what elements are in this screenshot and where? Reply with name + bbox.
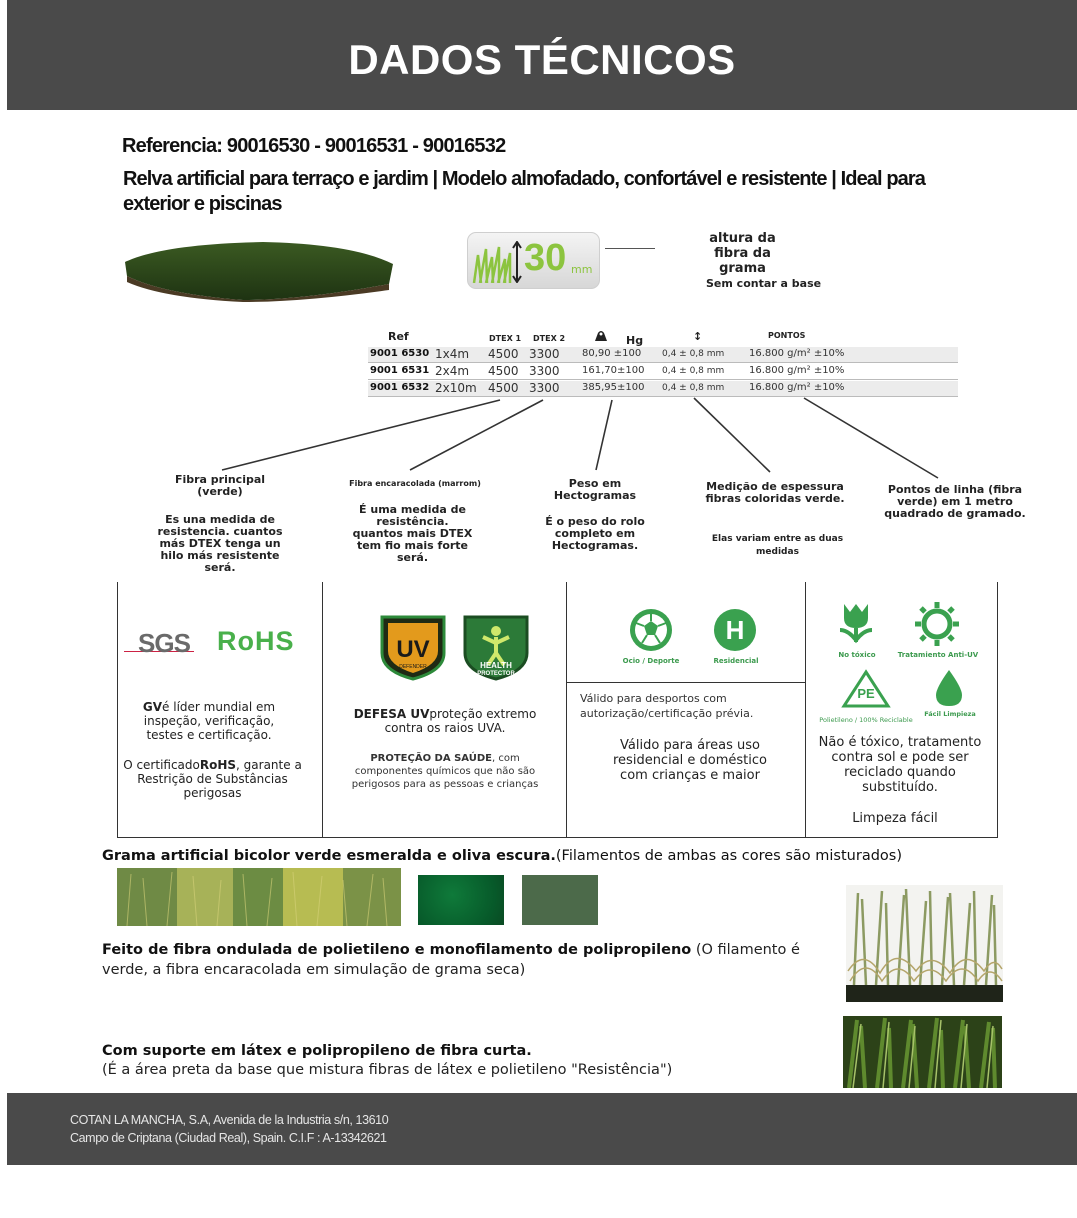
- clean-text: Limpeza fácil: [852, 811, 938, 826]
- height-badge: [467, 232, 600, 289]
- row-points: 16.800 g/m² ±10%: [749, 382, 845, 393]
- rohs-text-bold: RoHS: [199, 758, 237, 772]
- row-weight: 385,95±100: [582, 382, 645, 393]
- sun-gear-icon: [908, 600, 966, 648]
- row-ref: 9001 6532: [370, 382, 430, 393]
- table-row: [368, 381, 958, 397]
- callout-peso-title: Peso em Hectogramas: [553, 477, 637, 502]
- grid-divider: [997, 582, 998, 838]
- callout-fibra-principal-body: Es una medida de resistencia. cuantos más DTEX tenga un hilo más resistente será.: [157, 513, 283, 574]
- height-note: Sem contar a base: [706, 277, 822, 290]
- rohs-description: [120, 758, 305, 800]
- eco-text: Não é tóxico, tratamento contra sol e pode ser reciclado quando substituído.: [818, 735, 982, 795]
- grid-divider: [566, 582, 567, 838]
- ocio-label: Ocio / Deporte: [622, 657, 680, 665]
- nontoxic-label: No tóxico: [838, 651, 876, 659]
- fiber-description: [102, 940, 822, 980]
- rohs-text-pre: O certificado: [123, 758, 200, 772]
- health-protector-badge-icon: [461, 613, 531, 681]
- olive-color-swatch: [522, 875, 598, 925]
- fiber-rest: (O filamento é verde, a fibra encaracolada em simulação de grama seca): [102, 942, 800, 978]
- header-banner: [7, 0, 1077, 110]
- backing-description: [102, 1042, 822, 1080]
- grid-divider: [805, 582, 806, 838]
- gv-description: [124, 700, 294, 742]
- recycle-pe-icon: [836, 668, 896, 712]
- row-thickness: 0,4 ± 0,8 mm: [662, 366, 725, 376]
- turf-sample-image: [123, 238, 395, 302]
- row-dtex2: 3300: [529, 364, 560, 378]
- gv-text: é líder mundial em inspeção, verificação, testes e certificação.: [143, 700, 276, 742]
- header-ref: Ref: [388, 330, 409, 343]
- row-thickness: 0,4 ± 0,8 mm: [662, 383, 725, 393]
- backing-bold: Com suporte em látex e polipropileno de fibra curta.: [102, 1043, 532, 1059]
- backing-closeup-image: [843, 1016, 1002, 1088]
- row-weight: 80,90 ±100: [582, 348, 642, 359]
- row-dtex2: 3300: [529, 381, 560, 395]
- callout-medicao-title: Medição de espessura fibras coloridas verde.: [705, 480, 845, 505]
- clean-label: Fácil Limpieza: [924, 710, 976, 718]
- uv-badge-text: UV: [396, 636, 430, 663]
- footer-address-line1: COTAN LA MANCHA, S.A, Avenida de la Industria s/n, 13610: [70, 1113, 389, 1127]
- health-text: , com componentes químicos que não são perigosos para as pessoas e crianças: [351, 753, 539, 790]
- antiuv-label: Tratamiento Anti-UV: [897, 651, 979, 659]
- row-dtex1: 4500: [488, 364, 519, 378]
- bicolor-turf-image: [117, 868, 401, 926]
- height-label: altura da fibra da grama: [709, 231, 776, 276]
- desportos-text: Válido para desportos com autorização/certificação prévia.: [580, 692, 754, 720]
- residencial-label: Residencial: [713, 657, 759, 665]
- height-arrow-icon: [512, 241, 522, 283]
- row-points: 16.800 g/m² ±10%: [749, 365, 845, 376]
- callout-pontos-title: Pontos de linha (fibra verde) em 1 metro quadrado de gramado.: [884, 483, 1026, 520]
- grass-icon: [472, 245, 512, 283]
- health-description: [345, 752, 545, 791]
- row-thickness: 0,4 ± 0,8 mm: [662, 349, 725, 359]
- fiber-bold: Feito de fibra ondulada de polietileno e monofilamento de polipropileno: [102, 942, 692, 958]
- footer-address-line2: Campo de Criptana (Ciudad Real), Spain. C.I.F : A-13342621: [70, 1131, 387, 1145]
- backing-rest: (É a área preta da base que mistura fibras de látex e polietileno "Resistência"): [102, 1062, 673, 1078]
- row-ref: 9001 6531: [370, 365, 430, 376]
- page-title: DADOS TÉCNICOS: [348, 36, 736, 83]
- header-dtex2: DTEX 2: [533, 334, 566, 343]
- row-dtex2: 3300: [529, 347, 560, 361]
- uv-text: proteção extremo contra os raios UVA.: [384, 707, 537, 735]
- fiber-closeup-image: [846, 885, 1003, 1002]
- row-dtex1: 4500: [488, 381, 519, 395]
- header-weight: Hg: [626, 334, 644, 347]
- badge-connector: [605, 248, 655, 249]
- product-reference: Referencia: 90016530 - 90016531 - 90016532: [122, 135, 506, 157]
- bicolor-bold: Grama artificial bicolor verde esmeralda e oliva escura.: [102, 848, 556, 864]
- residential-icon-letter: H: [725, 615, 745, 645]
- callout-medicao-body: Elas variam entre as duas medidas: [711, 534, 844, 557]
- uv-title: DEFESA UV: [353, 707, 430, 721]
- pe-label: Polietileno / 100% Reciclable: [819, 716, 913, 724]
- health-badge-sub: PROTECTOR: [477, 671, 515, 677]
- weight-icon: [594, 329, 608, 341]
- callout-fibra-principal-title: Fibra principal (verde): [174, 473, 266, 498]
- row-points: 16.800 g/m² ±10%: [749, 348, 845, 359]
- row-ref: 9001 6530: [370, 348, 430, 359]
- grid-divider: [322, 582, 323, 838]
- table-row: [368, 347, 958, 363]
- rohs-text-post: , garante a Restrição de Substâncias perigosas: [137, 758, 302, 800]
- header-points: PONTOS: [768, 331, 806, 340]
- uv-defender-badge-icon: [378, 613, 448, 681]
- table-row: [368, 364, 958, 380]
- rohs-logo: RoHS: [217, 626, 295, 656]
- callout-fibra-encaracolada-body: É uma medida de resistência. quantos mais DTEX tem fio mais forte será.: [352, 503, 473, 564]
- health-badge-text: HEALTH: [480, 661, 512, 670]
- row-size: 1x4m: [435, 347, 470, 361]
- footer: [7, 1093, 1077, 1165]
- tulip-icon: [834, 600, 878, 644]
- sgs-logo: SGS: [138, 628, 190, 658]
- header-dtex1: DTEX 1: [489, 334, 522, 343]
- row-size: 2x10m: [435, 381, 477, 395]
- grid-divider: [117, 582, 118, 838]
- callout-fibra-encaracolada-title: Fibra encaracolada (marrom): [349, 479, 481, 488]
- residential-icon: [707, 607, 763, 653]
- grid-inner-line: [566, 682, 806, 683]
- row-weight: 161,70±100: [582, 365, 645, 376]
- water-drop-icon: [932, 668, 966, 708]
- bicolor-rest: (Filamentos de ambas as cores são misturados): [555, 848, 902, 864]
- uv-badge-sub: DEFENDER: [399, 664, 427, 670]
- header-thickness: ↕: [693, 330, 703, 343]
- residencial-text: Válido para áreas uso residencial e doméstico com crianças e maior: [613, 738, 767, 783]
- height-unit: mm: [571, 263, 593, 276]
- grid-bottom-line: [117, 837, 998, 838]
- emerald-color-swatch: [418, 875, 504, 925]
- gv-bold: GV: [142, 700, 163, 714]
- height-value: 30: [524, 237, 567, 279]
- row-dtex1: 4500: [488, 347, 519, 361]
- row-size: 2x4m: [435, 364, 470, 378]
- soccer-ball-icon: [623, 607, 679, 653]
- product-description: Relva artificial para terraço e jardim | Modelo almofadado, confortável e resistente | Ideal para exterior e piscinas: [123, 168, 925, 215]
- health-title: PROTEÇÃO DA SAÚDE: [370, 753, 492, 764]
- bicolor-description: [102, 848, 902, 864]
- uv-description: [335, 707, 555, 735]
- callout-peso-body: É o peso do rolo completo em Hectogramas.: [545, 515, 645, 552]
- pe-icon-text: PE: [857, 686, 875, 701]
